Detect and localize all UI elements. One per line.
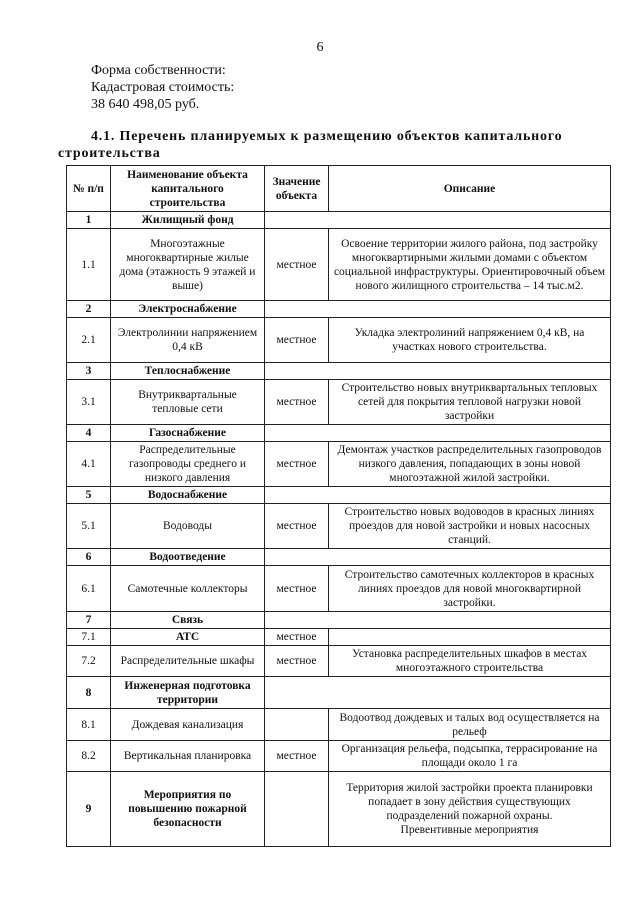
header-description: Описание [329, 166, 611, 212]
row-description: Строительство самотечных коллекторов в красных линиях проездов для новой многоквартирной застройки. [329, 566, 611, 612]
fire-safety-description-extra: Превентивные мероприятия [400, 824, 539, 836]
row-num: 7.1 [67, 629, 111, 646]
table-header-row [67, 166, 611, 212]
table-row [67, 229, 611, 301]
row-description: Организация рельефа, подсыпка, террасирование на площади около 1 га [329, 741, 611, 772]
group-num: 5 [67, 487, 111, 504]
row-description: Укладка электролиний напряжением 0,4 кВ, на участках нового строительства. [329, 318, 611, 363]
group-num: 8 [67, 677, 111, 709]
row-num: 3.1 [67, 380, 111, 425]
group-num: 2 [67, 301, 111, 318]
table-row [67, 629, 611, 646]
row-significance: местное [265, 229, 329, 301]
row-num: 8.1 [67, 709, 111, 741]
group-title: Электроснабжение [111, 301, 265, 318]
cadastral-value: 38 640 498,05 руб. [91, 97, 200, 112]
row-significance: местное [265, 646, 329, 677]
group-row [67, 612, 611, 629]
row-name: Самотечные коллекторы [111, 566, 265, 612]
group-num: 3 [67, 363, 111, 380]
group-num: 4 [67, 425, 111, 442]
group-description [329, 772, 611, 847]
group-empty-cell [265, 549, 611, 566]
group-num: 9 [67, 772, 111, 847]
row-name: Вертикальная планировка [111, 741, 265, 772]
header-num: № п/п [67, 166, 111, 212]
group-empty-cell [265, 487, 611, 504]
row-num: 6.1 [67, 566, 111, 612]
group-row [67, 425, 611, 442]
group-num: 6 [67, 549, 111, 566]
group-row [67, 772, 611, 847]
row-significance: местное [265, 504, 329, 549]
group-row [67, 487, 611, 504]
group-title: Инженерная подготовка территории [111, 677, 265, 709]
group-row [67, 549, 611, 566]
objects-table [66, 165, 611, 847]
group-row [67, 677, 611, 709]
row-description: Установка распределительных шкафов в местах многоэтажного строительства [329, 646, 611, 677]
row-name: Распределительные шкафы [111, 646, 265, 677]
table-row [67, 318, 611, 363]
group-empty-cell [265, 301, 611, 318]
group-title: Жилищный фонд [111, 212, 265, 229]
row-name: Электролинии напряжением 0,4 кВ [111, 318, 265, 363]
table-row [67, 504, 611, 549]
cadastral-value-label: Кадастровая стоимость: [91, 80, 235, 95]
row-num: 8.2 [67, 741, 111, 772]
section-title-line2: строительства [58, 146, 161, 161]
row-name: Распределительные газопроводы среднего и низкого давления [111, 442, 265, 487]
row-description: Демонтаж участков распределительных газопроводов низкого давления, попадающих в зоны новой многоэтажной жилой застройки. [329, 442, 611, 487]
row-num: 4.1 [67, 442, 111, 487]
row-description: Строительство новых водоводов в красных линиях проездов для новой застройки и новых насосных станций. [329, 504, 611, 549]
group-title: Газоснабжение [111, 425, 265, 442]
group-title: Теплоснабжение [111, 363, 265, 380]
row-num: 2.1 [67, 318, 111, 363]
group-empty-cell [265, 677, 611, 709]
row-name: Внутриквартальные тепловые сети [111, 380, 265, 425]
group-empty-cell [265, 425, 611, 442]
row-name: Многоэтажные многоквартирные жилые дома (этажность 9 этажей и выше) [111, 229, 265, 301]
group-row [67, 212, 611, 229]
row-significance: местное [265, 741, 329, 772]
ownership-info [91, 62, 234, 113]
group-num: 7 [67, 612, 111, 629]
group-empty-cell [265, 612, 611, 629]
row-description [329, 629, 611, 646]
table-row [67, 646, 611, 677]
ownership-form-label: Форма собственности: [91, 63, 226, 78]
header-name: Наименование объекта капитального строительства [111, 166, 265, 212]
group-title: Мероприятия по повышению пожарной безопасности [111, 772, 265, 847]
table-row [67, 380, 611, 425]
row-name: Водоводы [111, 504, 265, 549]
row-description: Водоотвод дождевых и талых вод осуществляется на рельеф [329, 709, 611, 741]
group-num: 1 [67, 212, 111, 229]
row-significance: местное [265, 442, 329, 487]
row-name: АТС [111, 629, 265, 646]
row-num: 5.1 [67, 504, 111, 549]
row-description: Освоение территории жилого района, под застройку многоквартирными жилыми домами с объектом социальной инфраструктуры. Ориентировочный объем нового жилищного строительства – 14 тыс.м2. [329, 229, 611, 301]
group-title: Связь [111, 612, 265, 629]
group-title: Водоснабжение [111, 487, 265, 504]
group-title: Водоотведение [111, 549, 265, 566]
section-title [58, 128, 618, 162]
row-description: Строительство новых внутриквартальных тепловых сетей для покрытия тепловой нагрузки новой застройки [329, 380, 611, 425]
row-num: 1.1 [67, 229, 111, 301]
table-row [67, 566, 611, 612]
table-row [67, 442, 611, 487]
row-significance: местное [265, 380, 329, 425]
row-significance: местное [265, 566, 329, 612]
group-significance-empty [265, 772, 329, 847]
row-significance: местное [265, 318, 329, 363]
section-title-line1: 4.1. Перечень планируемых к размещению объектов капитального [91, 129, 563, 144]
group-empty-cell [265, 363, 611, 380]
row-name: Дождевая канализация [111, 709, 265, 741]
group-row [67, 363, 611, 380]
page-number: 6 [316, 40, 324, 55]
group-row [67, 301, 611, 318]
row-significance: местное [265, 629, 329, 646]
group-empty-cell [265, 212, 611, 229]
table-row [67, 709, 611, 741]
row-num: 7.2 [67, 646, 111, 677]
row-significance [265, 709, 329, 741]
header-significance: Значение объекта [265, 166, 329, 212]
table-row [67, 741, 611, 772]
fire-safety-description: Территория жилой застройки проекта планировки попадает в зону действия существующих подразделений пожарной охраны. [346, 782, 593, 822]
